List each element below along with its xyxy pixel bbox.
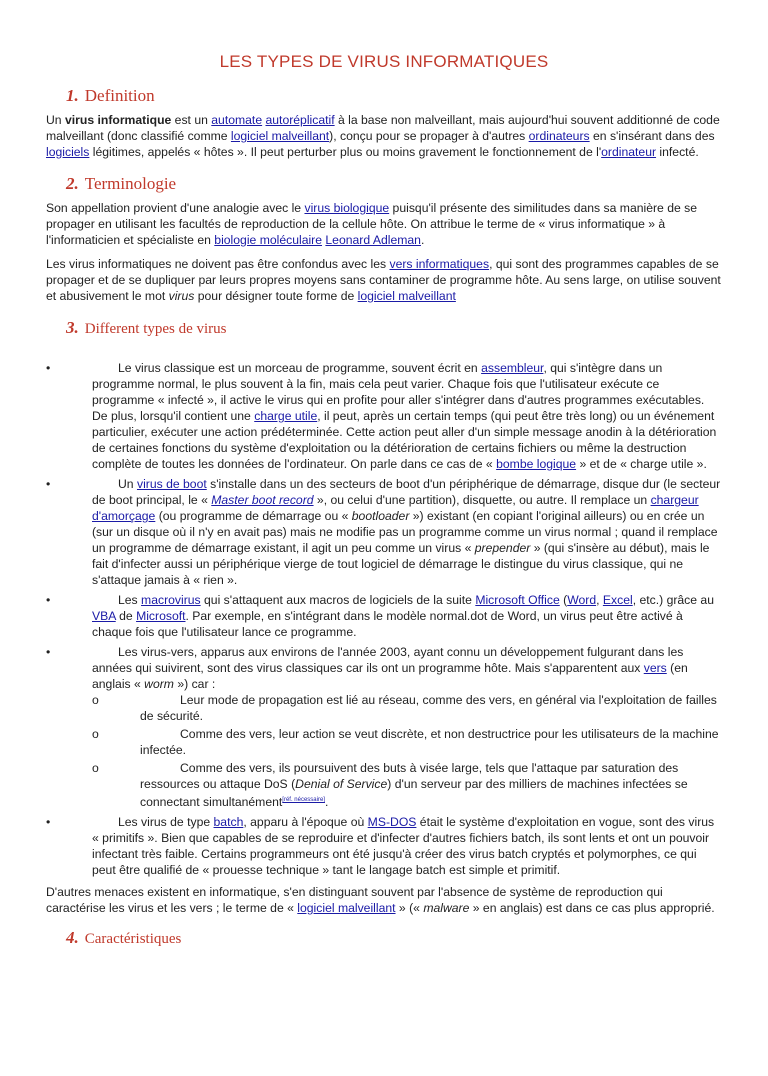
link-bombe-logique[interactable]: bombe logique: [496, 457, 577, 471]
link-autoreplicatif[interactable]: autoréplicatif: [265, 113, 335, 127]
list-item: • Les macrovirus qui s'attaquent aux macros de logiciels de la suite Microsoft Office (Word, Excel, etc.) grâce au VBA de Microsoft. Par exemple, en s'intégrant dans le modèle normal.dot de Word, un virus peut être activé à chaque fois que l'utilisateur lance ce programme.: [46, 593, 714, 639]
link-virus-de-boot[interactable]: virus de boot: [136, 477, 207, 491]
list-item: • Les virus de type batch, apparu à l'époque où MS-DOS était le système d'exploitation en vogue, sont des virus « primitifs ». Bien que capables de se reproduire et d'infecter d'autres fichiers batch, ils sont lents et ont un pouvoir infectant très faible. Certains programmeurs ont été jusqu'à créer des virus batch cryptés et polymorphes, ce qui peut être qualifié de « prouesse technique » tant le langage batch est simple et primitif.: [46, 815, 715, 878]
link-ordinateurs[interactable]: ordinateurs: [528, 129, 590, 143]
section-title: Different types de virus: [84, 321, 227, 337]
link-biologie-moleculaire[interactable]: biologie moléculaire: [214, 233, 323, 247]
sub-list-item: o Comme des vers, leur action se veut discrète, et non destructrice pour les utilisateurs de la machine infectée.: [92, 727, 719, 757]
section-title: Terminologie: [84, 174, 177, 193]
virus-types-list: [46, 360, 722, 878]
link-assembleur[interactable]: assembleur: [481, 361, 544, 375]
link-batch[interactable]: batch: [213, 815, 244, 830]
bullet-icon: •: [46, 593, 51, 607]
circle-bullet-icon: o: [92, 693, 99, 707]
circle-bullet-icon: o: [92, 761, 99, 775]
link-word[interactable]: Word: [567, 593, 597, 607]
document-page: [0, 52, 768, 1076]
link-logiciel-malveillant-2[interactable]: logiciel malveillant: [357, 289, 456, 303]
link-logiciel-malveillant[interactable]: logiciel malveillant: [230, 129, 330, 143]
bullet-icon: •: [46, 361, 51, 375]
circle-bullet-icon: o: [92, 727, 99, 741]
list-item: • Le virus classique est un morceau de programme, souvent écrit en assembleur, qui s'intègre dans un programme normal, le plus souvent à la fin, mais cela peut varier. Chaque fois que l'utilisateur exécute ce programme « infecté », il active le virus qui en profite pour aller s'intégrer dans d'autres programmes exécutables. De plus, lorsqu'il contient une charge utile, il peut, après un certain temps (qui peut être très long) ou un événement particulier, exécuter une action prédéterminée. Cette action peut aller d'un simple message anodin à la détérioration de certaines fonctions du système d'exploitation ou la détérioration de certains fichiers ou même la destruction complète de toutes les données de l'ordinateur. On parle dans ce cas de « bombe logique » et de « charge utile ».: [46, 361, 717, 471]
section-number: 2.: [66, 174, 79, 193]
bullet-icon: •: [46, 477, 51, 491]
link-master-boot-record[interactable]: Master boot record: [211, 493, 314, 507]
section-heading-caracteristiques: [66, 928, 722, 948]
section-title: Caractéristiques: [84, 931, 182, 948]
bullet-icon: •: [46, 645, 51, 659]
closing-paragraph: D'autres menaces existent en informatique, s'en distinguant souvent par l'absence de système de reproduction qui caractérise les virus et les vers ; le terme de « logiciel malveillant » (« malware » en anglais) est dans ce cas plus approprié.: [46, 885, 715, 916]
link-virus-biologique[interactable]: virus biologique: [304, 201, 390, 215]
terminologie-paragraph-1: Son appellation provient d'une analogie avec le virus biologique puisqu'il présente des similitudes dans sa manière de se propager en utilisant les facultés de reproduction de la cellule hôte. On attribue le terme de « virus informatique » à l'informaticien et spécialiste en biologie moléculaire Leonard Adleman.: [46, 201, 698, 247]
link-vba[interactable]: VBA: [92, 609, 116, 623]
virus-vers-sublist: [92, 692, 722, 810]
link-macrovirus[interactable]: macrovirus: [141, 593, 201, 607]
link-vers-informatiques[interactable]: vers informatiques: [389, 257, 490, 271]
link-charge-utile[interactable]: charge utile: [254, 409, 318, 423]
section-number: 1.: [66, 86, 79, 105]
section-heading-definition: [66, 86, 722, 106]
section-heading-terminologie: [66, 174, 722, 194]
link-logiciels[interactable]: logiciels: [46, 145, 90, 159]
sub-list-item: o Leur mode de propagation est lié au réseau, comme des vers, en général via l'exploitation de failles de sécurité.: [92, 693, 717, 723]
link-microsoft-office[interactable]: Microsoft Office: [475, 593, 560, 607]
link-ms-dos[interactable]: MS-DOS: [367, 815, 417, 830]
link-microsoft[interactable]: Microsoft: [136, 609, 186, 623]
link-chargeur-amorcage[interactable]: chargeur d'amorçage: [92, 493, 699, 523]
section-number: 3.: [66, 318, 79, 337]
link-vers[interactable]: vers: [643, 661, 667, 675]
list-item: • Les virus-vers, apparus aux environs de l'année 2003, ayant connu un développement fulgurant dans les années qui suivirent, sont des virus classiques car ils ont un programme hôte. Mais s'apparentent aux vers (en anglais « worm ») car : o Leur mode de propagation est lié au réseau, comme des vers, en général via l'exploitation de failles de sécurité. o Comme des vers, leur action se veut discrète, et non destructrice pour les utilisateurs de la machine infectée. o Comme des vers, ils poursuivent des buts à visée large, tels que l'attaque par saturation des ressources ou attaque DoS (Denial of Service) d'un serveur par des milliers de machines infectées se connectant simultanément[réf. nécessaire].: [46, 644, 722, 810]
link-logiciel-malveillant-3[interactable]: logiciel malveillant: [297, 901, 396, 916]
definition-paragraph: Un virus informatique est un automate autoréplicatif à la base non malveillant, mais aujourd'hui souvent additionné de code malveillant (donc classifié comme logiciel malveillant), conçu pour se propager à d'autres ordinateurs en s'insérant dans des logiciels légitimes, appelés « hôtes ». Il peut perturber plus ou moins gravement le fonctionnement de l'ordinateur infecté.: [46, 113, 720, 159]
link-ordinateur[interactable]: ordinateur: [601, 145, 657, 159]
terminologie-paragraph-2: Les virus informatiques ne doivent pas être confondus avec les vers informatiques, qui sont des programmes capables de se propager et de se dupliquer par leurs propres moyens sans contaminer de programme hôte. Au sens large, on utilise souvent et abusivement le mot virus pour désigner toute forme de logiciel malveillant: [46, 257, 721, 303]
section-number: 4.: [66, 928, 79, 948]
section-heading-types: [66, 318, 722, 338]
link-excel[interactable]: Excel: [602, 593, 633, 607]
bullet-icon: •: [46, 815, 51, 830]
citation-needed-link[interactable]: [réf. nécessaire]: [282, 797, 325, 803]
link-automate[interactable]: automate: [211, 113, 263, 127]
sub-list-item: o Comme des vers, ils poursuivent des buts à visée large, tels que l'attaque par saturation des ressources ou attaque DoS (Denial of Service) d'un serveur par des milliers de machines infectées se connectant simultanément[réf. nécessaire].: [92, 761, 688, 810]
link-leonard-adleman[interactable]: Leonard Adleman: [325, 233, 421, 247]
list-item: • Un virus de boot s'installe dans un des secteurs de boot d'un périphérique de démarrage, disque dur (le secteur de boot principal, le « Master boot record », ou celui d'une partition), disquette, ou autre. Il remplace un chargeur d'amorçage (ou programme de démarrage ou « bootloader ») existant (en copiant l'original ailleurs) ou en crée un (sur un disque où il n'y en avait pas) mais ne modifie pas un programme comme un virus normal ; quand il remplace un programme de démarrage existant, il agit un peu comme un virus « prepender » (qui s'insère au début), mais le fait d'infecter aussi un périphérique vierge de tout logiciel de démarrage le distingue du virus classique, qui ne s'attaque jamais à « rien ».: [46, 477, 721, 587]
document-title: LES TYPES DE VIRUS INFORMATIQUES: [219, 52, 549, 71]
section-title: Definition: [84, 86, 155, 105]
